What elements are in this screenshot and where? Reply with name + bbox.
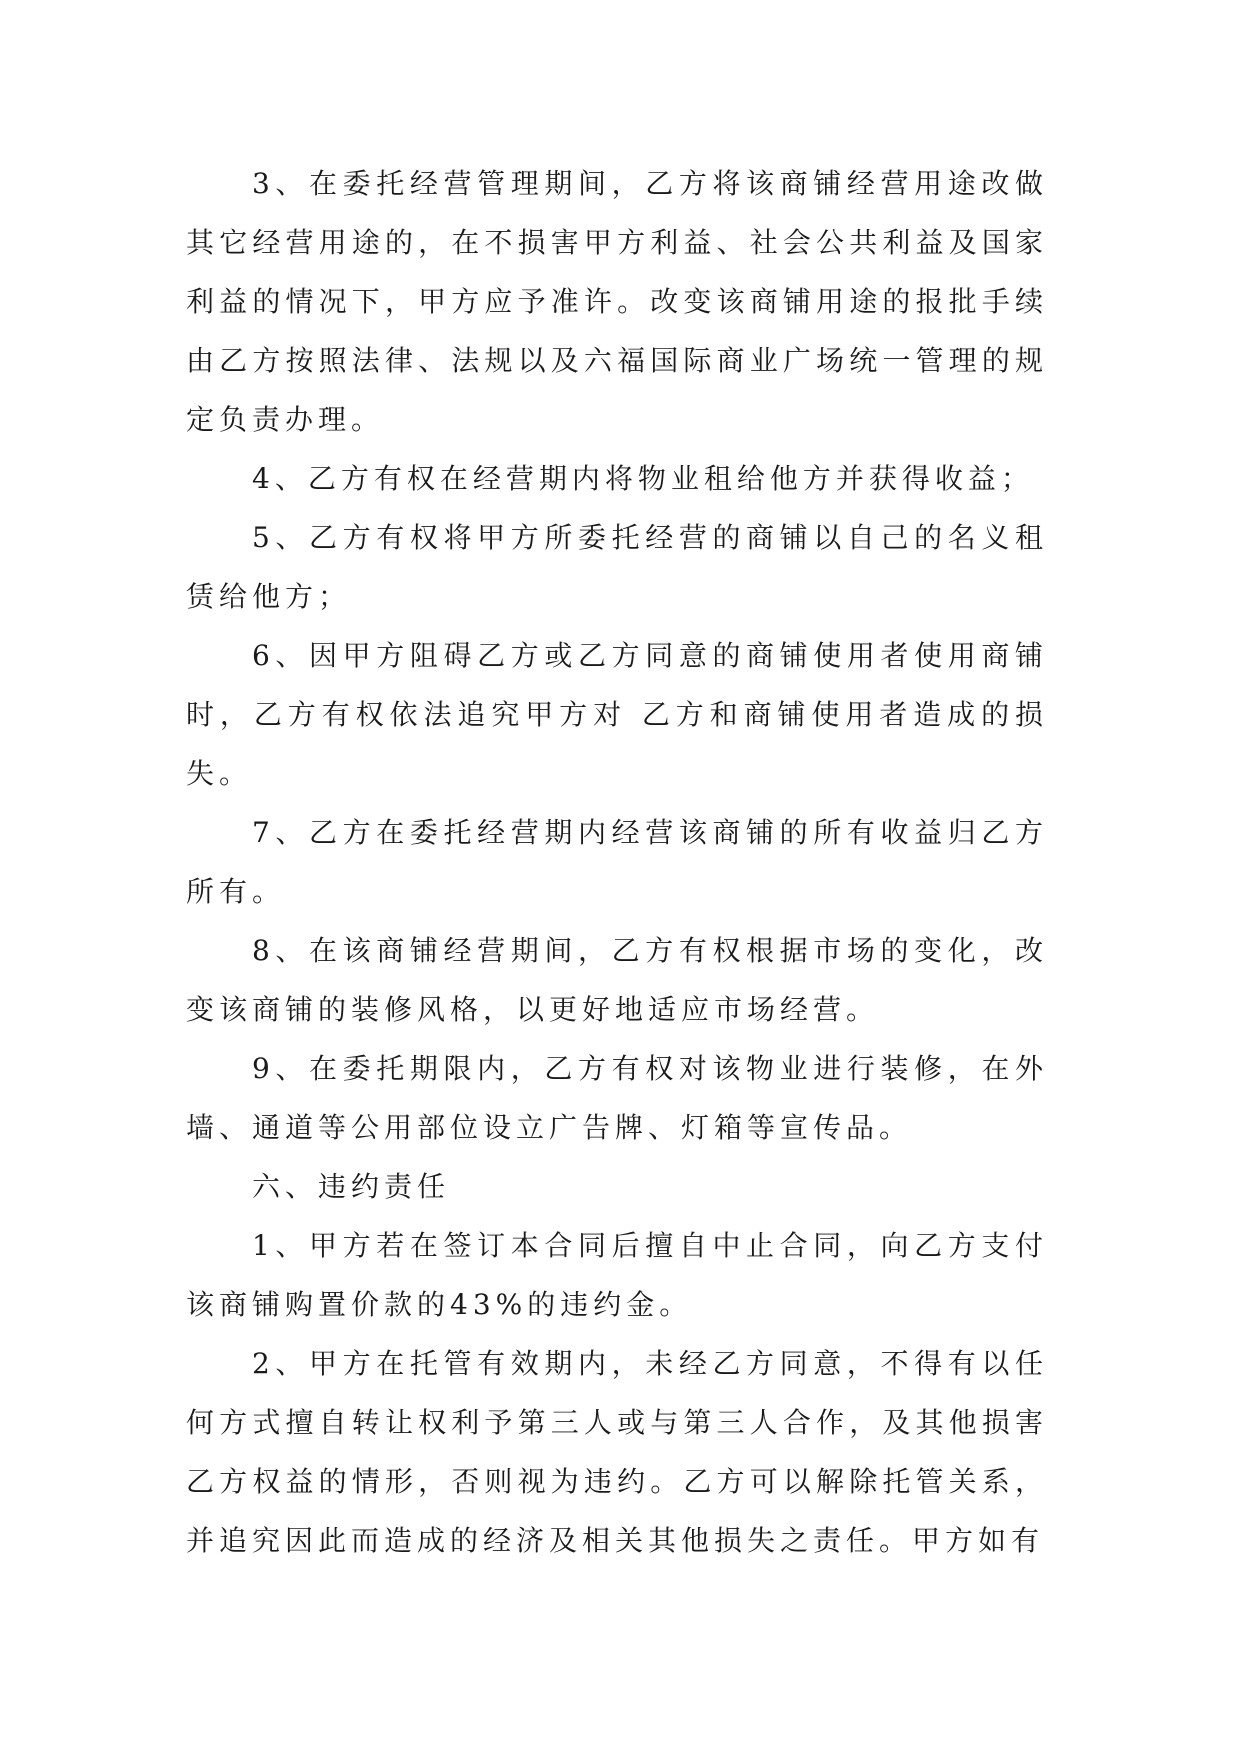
section-heading-liability: 六、违约责任 bbox=[252, 1170, 451, 1203]
clause-3-usage-change: 3、在委托经营管理期间，乙方将该商铺经营用途改做其它经营用途的，在不损害甲方利益、社会公共利益及国家利益的情况下，甲方应予准许。改变该商铺用途的报批手续由乙方按照法律、法规以及六福国际商业广场统一管理的规定负责办理。 bbox=[186, 167, 1048, 436]
clause-6-obstruction-loss: 6、因甲方阻碍乙方或乙方同意的商铺使用者使用商铺时，乙方有权依法追究甲方对 乙方和商铺使用者造成的损失。 bbox=[186, 639, 1048, 790]
liability-clause-1: 1、甲方若在签订本合同后擅自中止合同，向乙方支付该商铺购置价款的43%的违约金。 bbox=[186, 1229, 1048, 1321]
document-body bbox=[186, 154, 1048, 1570]
clause-8-decoration-style: 8、在该商铺经营期间，乙方有权根据市场的变化，改变该商铺的装修风格，以更好地适应市场经营。 bbox=[186, 934, 1048, 1026]
liability-clause-2: 2、甲方在托管有效期内，未经乙方同意，不得有以任何方式擅自转让权利予第三人或与第三人合作，及其他损害乙方权益的情形，否则视为违约。乙方可以解除托管关系，并追究因此而造成的经济及相关其他损失之责任。甲方如有 bbox=[186, 1347, 1048, 1557]
clause-7-income-ownership: 7、乙方在委托经营期内经营该商铺的所有收益归乙方所有。 bbox=[186, 816, 1048, 908]
clause-5-sublease-rights: 5、乙方有权将甲方所委托经营的商铺以自己的名义租赁给他方； bbox=[186, 521, 1048, 613]
clause-9-advertising: 9、在委托期限内，乙方有权对该物业进行装修，在外墙、通道等公用部位设立广告牌、灯箱等宣传品。 bbox=[186, 1052, 1048, 1144]
clause-4-lease-rights: 4、乙方有权在经营期内将物业租给他方并获得收益； bbox=[252, 462, 1034, 495]
